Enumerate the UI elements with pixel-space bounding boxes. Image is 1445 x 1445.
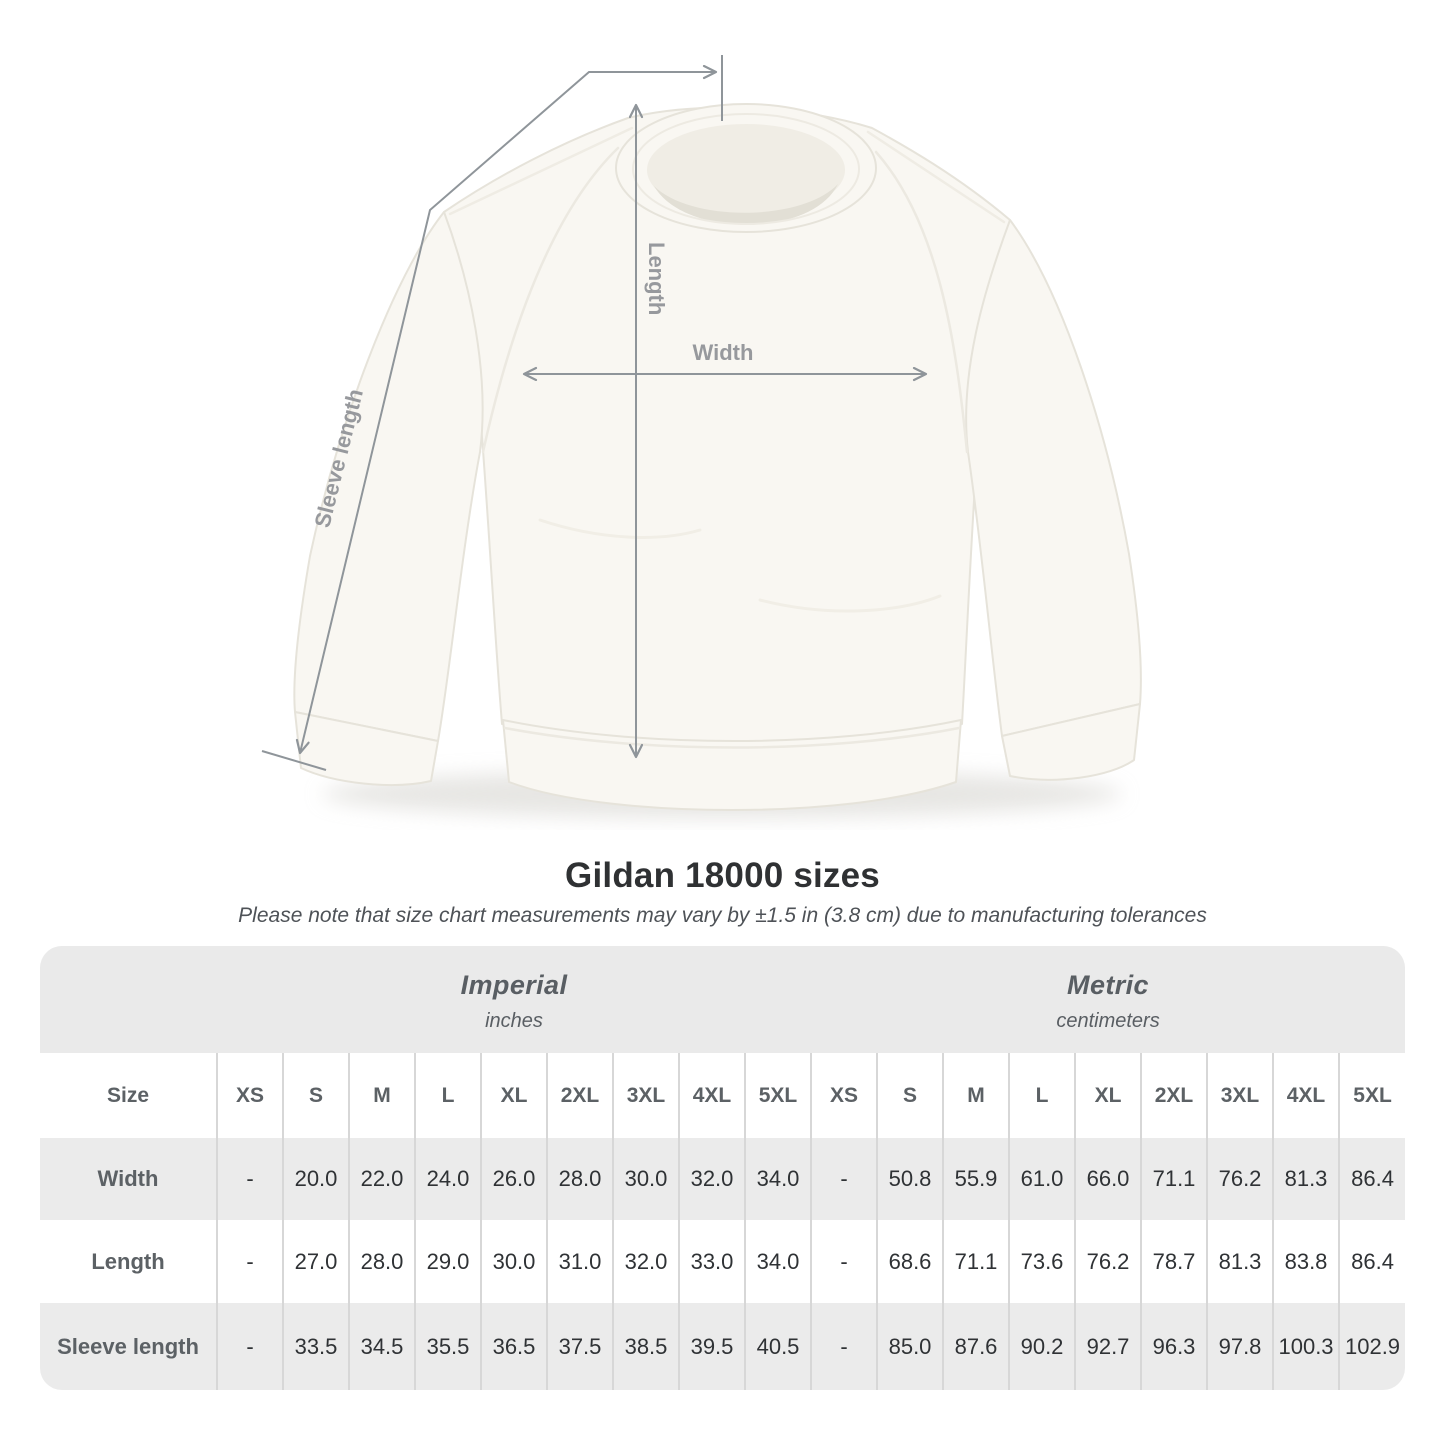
width-dimension-label: Width	[692, 340, 754, 365]
cell: 30.0	[613, 1138, 679, 1220]
imperial-unit-label: inches	[485, 1010, 543, 1032]
row-label: Length	[91, 1248, 165, 1274]
cell: 20.0	[283, 1138, 349, 1220]
cell: 32.0	[613, 1220, 679, 1303]
size-col-header: L	[1009, 1053, 1075, 1138]
cell: 86.4	[1339, 1138, 1405, 1220]
size-col-header: S	[283, 1053, 349, 1138]
cell: 90.2	[1009, 1303, 1075, 1390]
cell: 102.9	[1339, 1303, 1405, 1390]
size-header-row	[40, 1053, 1405, 1138]
cell: 68.6	[877, 1220, 943, 1303]
size-table	[40, 946, 1405, 1390]
cell: 31.0	[547, 1220, 613, 1303]
right-sleeve	[966, 220, 1141, 736]
metric-label: Metric	[1067, 970, 1149, 1000]
size-col-header: 3XL	[613, 1053, 679, 1138]
cell: -	[217, 1138, 283, 1220]
imperial-label: Imperial	[460, 970, 568, 1000]
cell: 100.3	[1273, 1303, 1339, 1390]
cell: 27.0	[283, 1220, 349, 1303]
size-col-header: M	[349, 1053, 415, 1138]
size-header-cell: Size	[106, 1083, 150, 1107]
size-col-header: L	[415, 1053, 481, 1138]
size-col-header: XS	[217, 1053, 283, 1138]
cell: 81.3	[1273, 1138, 1339, 1220]
cell: 28.0	[547, 1138, 613, 1220]
size-col-header: S	[877, 1053, 943, 1138]
cell: -	[217, 1303, 283, 1390]
cell: 66.0	[1075, 1138, 1141, 1220]
cell: 22.0	[349, 1138, 415, 1220]
size-col-header: 4XL	[679, 1053, 745, 1138]
cell: 34.0	[745, 1138, 811, 1220]
cell: 26.0	[481, 1138, 547, 1220]
cell: 96.3	[1141, 1303, 1207, 1390]
cell: 71.1	[1141, 1138, 1207, 1220]
size-col-header: 2XL	[547, 1053, 613, 1138]
cell: 35.5	[415, 1303, 481, 1390]
cell: 28.0	[349, 1220, 415, 1303]
cell: 29.0	[415, 1220, 481, 1303]
cell: -	[811, 1303, 877, 1390]
cell: 76.2	[1075, 1220, 1141, 1303]
cell: 50.8	[877, 1138, 943, 1220]
cell: 76.2	[1207, 1138, 1273, 1220]
sleeve-length-dimension-label: Sleeve length	[309, 386, 369, 531]
table-row-sleeve-length	[40, 1303, 1405, 1390]
size-col-header: 5XL	[1339, 1053, 1405, 1138]
metric-unit-label: centimeters	[1056, 1010, 1160, 1032]
size-col-header: 3XL	[1207, 1053, 1273, 1138]
cell: 73.6	[1009, 1220, 1075, 1303]
size-col-header: XL	[481, 1053, 547, 1138]
cell: 61.0	[1009, 1138, 1075, 1220]
band-corner-cell	[40, 946, 217, 1053]
cell: 37.5	[547, 1303, 613, 1390]
size-col-header: XL	[1075, 1053, 1141, 1138]
cell: 78.7	[1141, 1220, 1207, 1303]
cell: 86.4	[1339, 1220, 1405, 1303]
cell: 40.5	[745, 1303, 811, 1390]
cell: 36.5	[481, 1303, 547, 1390]
cell: 87.6	[943, 1303, 1009, 1390]
size-col-header: 5XL	[745, 1053, 811, 1138]
cell: 83.8	[1273, 1220, 1339, 1303]
table-row-length	[40, 1220, 1405, 1303]
cell: 30.0	[481, 1220, 547, 1303]
table-row-width	[40, 1138, 1405, 1220]
page-title: Gildan 18000 sizes	[565, 856, 880, 895]
cell: 97.8	[1207, 1303, 1273, 1390]
row-label: Sleeve length	[57, 1333, 199, 1359]
cell: -	[811, 1138, 877, 1220]
size-col-header: M	[943, 1053, 1009, 1138]
cell: 55.9	[943, 1138, 1009, 1220]
row-label: Width	[97, 1166, 159, 1191]
cell: 32.0	[679, 1138, 745, 1220]
collar-opening	[633, 114, 859, 225]
cell: -	[217, 1220, 283, 1303]
length-dimension-label: Length	[644, 242, 669, 316]
cell: 71.1	[943, 1220, 1009, 1303]
size-col-header: 2XL	[1141, 1053, 1207, 1138]
tolerance-note: Please note that size chart measurements may vary by ±1.5 in (3.8 cm) due to manufacturing tolerances	[238, 904, 1207, 927]
imperial-section-header	[217, 946, 811, 1053]
cell: 85.0	[877, 1303, 943, 1390]
cell: 33.0	[679, 1220, 745, 1303]
cell: 33.5	[283, 1303, 349, 1390]
size-col-header: XS	[811, 1053, 877, 1138]
metric-section-header	[811, 946, 1405, 1053]
cell: 38.5	[613, 1303, 679, 1390]
cell: 39.5	[679, 1303, 745, 1390]
cell: 34.5	[349, 1303, 415, 1390]
cell: 24.0	[415, 1138, 481, 1220]
unit-system-header-row	[40, 946, 1405, 1053]
size-col-header: 4XL	[1273, 1053, 1339, 1138]
cell: 81.3	[1207, 1220, 1273, 1303]
cell: -	[811, 1220, 877, 1303]
cell: 34.0	[745, 1220, 811, 1303]
cell: 92.7	[1075, 1303, 1141, 1390]
size-table-card	[40, 946, 1405, 1390]
